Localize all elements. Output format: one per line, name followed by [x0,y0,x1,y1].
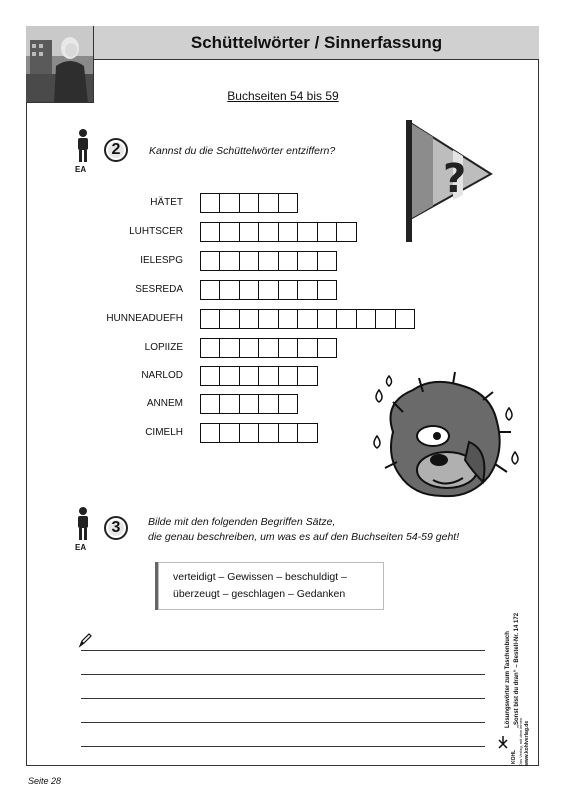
letter-box[interactable] [279,251,299,271]
scrambled-word: HUNNEADUEFH [106,313,183,324]
letter-box[interactable] [279,280,299,300]
letter-box[interactable] [200,366,220,386]
letter-box[interactable] [220,338,240,358]
subtitle: Buchseiten 54 bis 59 [227,89,339,103]
letter-boxes [200,251,337,271]
task2-instruction: Kannst du die Schüttelwörter entziffern? [149,145,336,157]
writing-line[interactable] [81,650,485,651]
letter-box[interactable] [259,338,279,358]
task-number-2: 2 [104,138,128,162]
letter-boxes [200,338,337,358]
letter-boxes [200,309,415,329]
letter-box[interactable] [200,394,220,414]
letter-boxes [200,423,318,443]
flag-symbol: ? [443,156,467,202]
letter-box[interactable] [240,251,260,271]
letter-box[interactable] [318,251,338,271]
letter-box[interactable] [318,309,338,329]
person-icon [74,128,92,164]
writing-line[interactable] [81,698,485,699]
letter-box[interactable] [337,309,357,329]
scrambled-word: NARLOD [141,370,183,381]
letter-box[interactable] [298,423,318,443]
terms-line2: überzeugt – geschlagen – Gedanken [173,588,346,600]
letter-box[interactable] [396,309,416,329]
person-icon [74,506,92,542]
letter-box[interactable] [279,193,299,213]
letter-box[interactable] [279,394,299,414]
writing-line[interactable] [81,746,485,747]
letter-box[interactable] [376,309,396,329]
letter-boxes [200,222,357,242]
letter-box[interactable] [298,309,318,329]
task3-instruction [148,515,459,545]
sidebar-line1: Lösungswörter zum Taschenbuch [505,631,511,728]
task3-instruction-line1: Bilde mit den folgenden Begriffen Sätze, [148,516,336,528]
letter-box[interactable] [220,366,240,386]
letter-box[interactable] [259,309,279,329]
scrambled-word: LOPIIZE [144,342,183,353]
letter-box[interactable] [240,366,260,386]
letter-box[interactable] [318,338,338,358]
publisher-slogan: Das Verlag, mit dem lernen [518,717,523,766]
scrambled-word: HÄTET [150,197,183,208]
letter-box[interactable] [220,309,240,329]
scrambled-word: IELESPG [140,255,183,266]
terms-line1: verteidigt – Gewissen – beschuldigt – [173,571,347,583]
scrambled-word: CIMELH [145,427,183,438]
wet-dog-illustration [373,372,523,504]
writing-line[interactable] [81,674,485,675]
question-flag-icon [403,120,495,244]
letter-box[interactable] [259,251,279,271]
publisher-sidebar [493,578,533,768]
ea-label: EA [75,543,87,552]
letter-box[interactable] [240,222,260,242]
letter-box[interactable] [298,251,318,271]
letter-boxes [200,193,298,213]
letter-box[interactable] [220,193,240,213]
letter-boxes [200,366,318,386]
letter-box[interactable] [259,423,279,443]
letter-box[interactable] [220,280,240,300]
letter-box[interactable] [240,193,260,213]
letter-box[interactable] [357,309,377,329]
letter-box[interactable] [200,423,220,443]
letter-box[interactable] [259,193,279,213]
letter-box[interactable] [220,394,240,414]
letter-box[interactable] [220,423,240,443]
letter-box[interactable] [220,222,240,242]
pencil-icon [78,632,92,648]
letter-box[interactable] [298,280,318,300]
terms-box [158,562,384,610]
letter-box[interactable] [240,280,260,300]
letter-box[interactable] [298,338,318,358]
letter-box[interactable] [200,251,220,271]
scrambled-word: ANNEM [146,398,183,409]
letter-box[interactable] [318,222,338,242]
letter-box[interactable] [279,423,299,443]
letter-box[interactable] [259,394,279,414]
letter-box[interactable] [298,366,318,386]
scrambled-word: LUHTSCER [129,226,183,237]
letter-box[interactable] [220,251,240,271]
letter-box[interactable] [200,309,220,329]
publisher-logo-icon [497,736,509,750]
letter-box[interactable] [200,193,220,213]
letter-box[interactable] [200,280,220,300]
publisher-url: www.kohlverlag.de [524,720,530,766]
letter-box[interactable] [200,338,220,358]
writing-line[interactable] [81,722,485,723]
letter-box[interactable] [240,394,260,414]
letter-box[interactable] [259,280,279,300]
letter-boxes [200,394,298,414]
sidebar-line2: „Sonst bist du dran“ – Bestell-Nr. 14 172 [514,612,520,728]
letter-box[interactable] [240,338,260,358]
letter-box[interactable] [240,423,260,443]
letter-box[interactable] [279,366,299,386]
letter-box[interactable] [318,280,338,300]
task3-instruction-line2: die genau beschreiben, um was es auf den Buchseiten 54-59 geht! [148,531,460,543]
letter-box[interactable] [259,222,279,242]
letter-box[interactable] [337,222,357,242]
letter-box[interactable] [240,309,260,329]
ea-label: EA [75,165,87,174]
letter-box[interactable] [298,222,318,242]
letter-box[interactable] [259,366,279,386]
letter-box[interactable] [279,222,299,242]
task-number-3: 3 [104,516,128,540]
letter-boxes [200,280,337,300]
letter-box[interactable] [279,338,299,358]
page-number: Seite 28 [28,776,62,786]
letter-box[interactable] [200,222,220,242]
letter-box[interactable] [279,309,299,329]
publisher-logo-text: KOHL [511,749,517,764]
scrambled-word: SESREDA [135,284,183,295]
page-title: Schüttelwörter / Sinnerfassung [94,26,539,60]
